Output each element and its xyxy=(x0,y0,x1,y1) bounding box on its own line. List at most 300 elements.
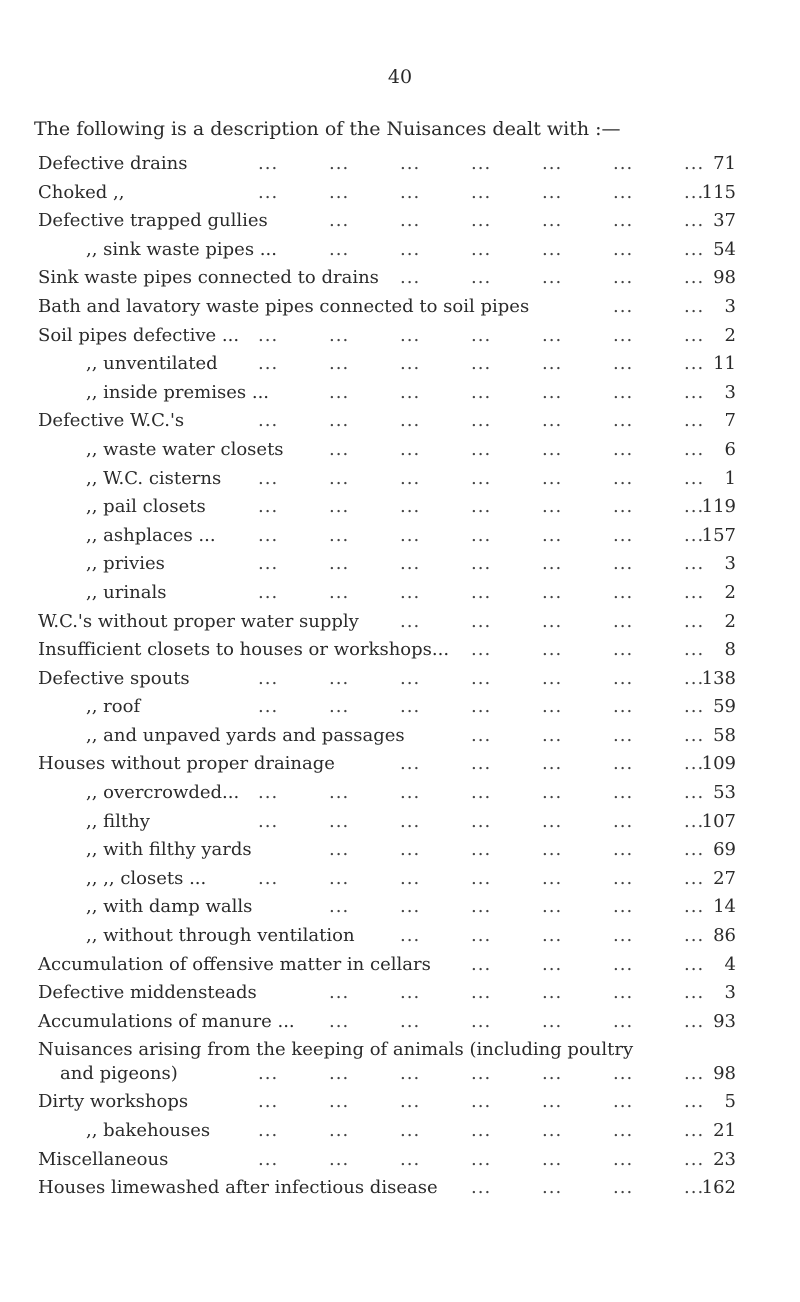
row-label: Insufficient closets to houses or workshops... xyxy=(38,639,450,661)
dot-leader: ... xyxy=(613,438,634,460)
dot-leader: ... xyxy=(684,982,705,1004)
dot-leader: ... xyxy=(542,610,563,632)
dot-leader: ... xyxy=(613,524,634,546)
dot-leader: ... xyxy=(684,1063,705,1085)
row-count: 1 xyxy=(724,467,736,489)
dot-leader: ... xyxy=(542,238,563,260)
dot-leader: ... xyxy=(258,553,279,575)
dot-leader: ... xyxy=(684,267,705,289)
dot-leader: ... xyxy=(613,210,634,232)
dot-leader: ... xyxy=(684,438,705,460)
row-count: 27 xyxy=(713,867,736,889)
dot-leader: ... xyxy=(471,753,492,775)
dot-leader: ... xyxy=(684,1177,705,1199)
dot-leader: ... xyxy=(258,153,279,174)
row-count: 2 xyxy=(724,581,736,603)
dot-leader: ... xyxy=(613,324,634,346)
dot-leader: ... xyxy=(613,1091,634,1113)
dot-leader: ... xyxy=(542,867,563,889)
row-count: 69 xyxy=(713,839,736,861)
table-row xyxy=(0,722,800,751)
row-label: ,, bakehouses xyxy=(86,1120,211,1141)
table-row xyxy=(0,407,800,436)
dot-leader: ... xyxy=(400,810,421,832)
table-row xyxy=(0,465,800,494)
dot-leader: ... xyxy=(542,1091,563,1113)
row-label: ,, inside premises ... xyxy=(86,381,270,403)
dot-leader: ... xyxy=(613,696,634,718)
table-row xyxy=(0,379,800,408)
dot-leader: ... xyxy=(400,353,421,375)
dot-leader: ... xyxy=(684,839,705,861)
table-row xyxy=(0,750,800,779)
dot-leader: ... xyxy=(542,553,563,575)
row-label: ,, roof xyxy=(86,696,141,718)
dot-leader: ... xyxy=(471,1120,492,1141)
row-count: 98 xyxy=(713,1063,736,1085)
dot-leader: ... xyxy=(329,438,350,460)
row-label: Defective W.C.'s xyxy=(38,410,185,432)
dot-leader: ... xyxy=(471,1010,492,1032)
dot-leader: ... xyxy=(542,1010,563,1032)
dot-leader: ... xyxy=(329,867,350,889)
dot-leader: ... xyxy=(400,896,421,918)
dot-leader: ... xyxy=(400,496,421,518)
dot-leader: ... xyxy=(684,153,705,174)
dot-leader: ... xyxy=(684,210,705,232)
dot-leader: ... xyxy=(613,553,634,575)
dot-leader: ... xyxy=(400,925,421,947)
dot-leader: ... xyxy=(684,782,705,804)
dot-leader: ... xyxy=(471,496,492,518)
dot-leader: ... xyxy=(684,181,705,203)
row-count: 5 xyxy=(724,1091,736,1113)
table-row xyxy=(0,608,800,637)
row-count: 93 xyxy=(713,1010,736,1032)
dot-leader: ... xyxy=(400,1091,421,1113)
row-label: ,, ashplaces ... xyxy=(86,524,216,546)
dot-leader: ... xyxy=(471,724,492,746)
dot-leader: ... xyxy=(471,181,492,203)
dot-leader: ... xyxy=(471,925,492,947)
dot-leader: ... xyxy=(329,353,350,375)
table-row xyxy=(0,665,800,694)
dot-leader: ... xyxy=(258,1148,279,1170)
dot-leader: ... xyxy=(471,982,492,1004)
dot-leader: ... xyxy=(684,896,705,918)
row-label: Defective trapped gullies xyxy=(38,210,268,232)
dot-leader: ... xyxy=(471,810,492,832)
dot-leader: ... xyxy=(684,410,705,432)
dot-leader: ... xyxy=(471,1177,492,1199)
dot-leader: ... xyxy=(684,581,705,603)
dot-leader: ... xyxy=(471,667,492,689)
dot-leader: ... xyxy=(471,839,492,861)
dot-leader: ... xyxy=(613,267,634,289)
table-row xyxy=(0,150,800,179)
dot-leader: ... xyxy=(542,1148,563,1170)
table-row xyxy=(0,236,800,265)
dot-leader: ... xyxy=(684,467,705,489)
table-row xyxy=(0,350,800,379)
row-label: Dirty workshops xyxy=(38,1091,189,1113)
table-row xyxy=(0,1117,800,1146)
dot-leader: ... xyxy=(329,1120,350,1141)
dot-leader: ... xyxy=(684,381,705,403)
dot-leader: ... xyxy=(613,1063,634,1085)
dot-leader: ... xyxy=(400,210,421,232)
dot-leader: ... xyxy=(471,238,492,260)
dot-leader: ... xyxy=(613,381,634,403)
dot-leader: ... xyxy=(542,724,563,746)
dot-leader: ... xyxy=(542,896,563,918)
row-label: Defective drains xyxy=(38,153,188,174)
dot-leader: ... xyxy=(684,1148,705,1170)
row-label: ,, waste water closets xyxy=(86,438,284,460)
dot-leader: ... xyxy=(613,467,634,489)
dot-leader: ... xyxy=(329,782,350,804)
row-count: 162 xyxy=(701,1177,736,1199)
dot-leader: ... xyxy=(613,496,634,518)
dot-leader: ... xyxy=(613,153,634,174)
dot-leader: ... xyxy=(684,810,705,832)
dot-leader: ... xyxy=(400,267,421,289)
dot-leader: ... xyxy=(471,410,492,432)
dot-leader: ... xyxy=(542,1177,563,1199)
row-label: Defective middensteads xyxy=(38,982,257,1004)
dot-leader: ... xyxy=(684,925,705,947)
table-row xyxy=(0,1146,800,1175)
dot-leader: ... xyxy=(613,1177,634,1199)
dot-leader: ... xyxy=(542,210,563,232)
dot-leader: ... xyxy=(684,639,705,661)
row-label: ,, and unpaved yards and passages xyxy=(86,724,405,746)
table-row xyxy=(0,493,800,522)
dot-leader: ... xyxy=(542,839,563,861)
dot-leader: ... xyxy=(329,1010,350,1032)
dot-leader: ... xyxy=(471,581,492,603)
dot-leader: ... xyxy=(613,667,634,689)
dot-leader: ... xyxy=(684,1120,705,1141)
dot-leader: ... xyxy=(684,353,705,375)
dot-leader: ... xyxy=(471,1063,492,1085)
row-count: 2 xyxy=(724,324,736,346)
row-label: ,, W.C. cisterns xyxy=(86,467,222,489)
dot-leader: ... xyxy=(258,867,279,889)
page-number: 40 xyxy=(387,66,413,88)
row-label: ,, with filthy yards xyxy=(86,839,252,861)
table-row xyxy=(0,808,800,837)
dot-leader: ... xyxy=(684,295,705,317)
row-count: 7 xyxy=(724,410,736,432)
dot-leader: ... xyxy=(258,696,279,718)
dot-leader: ... xyxy=(684,953,705,975)
dot-leader: ... xyxy=(400,524,421,546)
row-count: 3 xyxy=(724,553,736,575)
dot-leader: ... xyxy=(258,467,279,489)
dot-leader: ... xyxy=(542,524,563,546)
dot-leader: ... xyxy=(613,353,634,375)
table-row xyxy=(0,207,800,236)
dot-leader: ... xyxy=(684,238,705,260)
row-count: 138 xyxy=(701,667,736,689)
row-label: ,, with damp walls xyxy=(86,896,253,918)
row-label: Houses limewashed after infectious disease xyxy=(38,1177,438,1199)
dot-leader: ... xyxy=(471,1148,492,1170)
dot-leader: ... xyxy=(400,1148,421,1170)
row-count: 86 xyxy=(713,925,736,947)
dot-leader: ... xyxy=(258,324,279,346)
row-count: 3 xyxy=(724,381,736,403)
dot-leader: ... xyxy=(613,410,634,432)
dot-leader: ... xyxy=(329,581,350,603)
dot-leader: ... xyxy=(542,639,563,661)
dot-leader: ... xyxy=(542,753,563,775)
dot-leader: ... xyxy=(471,782,492,804)
row-count: 3 xyxy=(724,982,736,1004)
dot-leader: ... xyxy=(542,153,563,174)
dot-leader: ... xyxy=(329,496,350,518)
dot-leader: ... xyxy=(400,696,421,718)
dot-leader: ... xyxy=(471,210,492,232)
row-count: 21 xyxy=(713,1120,736,1141)
dot-leader: ... xyxy=(329,1148,350,1170)
dot-leader: ... xyxy=(258,1063,279,1085)
dot-leader: ... xyxy=(471,267,492,289)
dot-leader: ... xyxy=(329,381,350,403)
dot-leader: ... xyxy=(400,153,421,174)
row-label: W.C.'s without proper water supply xyxy=(38,610,359,632)
dot-leader: ... xyxy=(684,610,705,632)
dot-leader: ... xyxy=(613,896,634,918)
dot-leader: ... xyxy=(613,867,634,889)
dot-leader: ... xyxy=(329,553,350,575)
dot-leader: ... xyxy=(329,210,350,232)
dot-leader: ... xyxy=(400,782,421,804)
table-row xyxy=(0,1008,800,1037)
dot-leader: ... xyxy=(258,1120,279,1141)
row-label: Sink waste pipes connected to drains xyxy=(38,267,379,289)
table-row xyxy=(0,1036,800,1088)
row-count: 71 xyxy=(713,153,736,174)
dot-leader: ... xyxy=(613,753,634,775)
dot-leader: ... xyxy=(684,667,705,689)
dot-leader: ... xyxy=(471,353,492,375)
row-count: 23 xyxy=(713,1148,736,1170)
row-label: Nuisances arising from the keeping of animals (including poultry xyxy=(38,1039,634,1061)
dot-leader: ... xyxy=(542,496,563,518)
intro-text: The following is a description of the Nuisances dealt with :— xyxy=(34,118,621,140)
dot-leader: ... xyxy=(684,724,705,746)
dot-leader: ... xyxy=(329,410,350,432)
dot-leader: ... xyxy=(400,438,421,460)
row-count: 2 xyxy=(724,610,736,632)
row-count: 3 xyxy=(724,295,736,317)
dot-leader: ... xyxy=(258,782,279,804)
dot-leader: ... xyxy=(684,524,705,546)
dot-leader: ... xyxy=(258,181,279,203)
dot-leader: ... xyxy=(329,324,350,346)
dot-leader: ... xyxy=(471,524,492,546)
dot-leader: ... xyxy=(258,410,279,432)
dot-leader: ... xyxy=(542,324,563,346)
row-label: ,, pail closets xyxy=(86,496,206,518)
dot-leader: ... xyxy=(613,1010,634,1032)
table-row xyxy=(0,579,800,608)
row-count: 119 xyxy=(701,496,736,518)
table-row xyxy=(0,179,800,208)
dot-leader: ... xyxy=(400,667,421,689)
dot-leader: ... xyxy=(329,524,350,546)
row-label: Miscellaneous xyxy=(38,1148,169,1170)
dot-leader: ... xyxy=(613,953,634,975)
dot-leader: ... xyxy=(329,896,350,918)
row-label: Soil pipes defective ... xyxy=(38,324,240,346)
dot-leader: ... xyxy=(258,581,279,603)
dot-leader: ... xyxy=(684,324,705,346)
dot-leader: ... xyxy=(542,982,563,1004)
dot-leader: ... xyxy=(329,1091,350,1113)
dot-leader: ... xyxy=(613,581,634,603)
dot-leader: ... xyxy=(400,181,421,203)
dot-leader: ... xyxy=(613,1120,634,1141)
table-row xyxy=(0,836,800,865)
row-count: 14 xyxy=(713,896,736,918)
row-count: 6 xyxy=(724,438,736,460)
row-count: 11 xyxy=(713,353,736,375)
dot-leader: ... xyxy=(542,438,563,460)
dot-leader: ... xyxy=(400,867,421,889)
dot-leader: ... xyxy=(400,467,421,489)
dot-leader: ... xyxy=(613,181,634,203)
row-count: 109 xyxy=(701,753,736,775)
table-row xyxy=(0,293,800,322)
dot-leader: ... xyxy=(542,1063,563,1085)
dot-leader: ... xyxy=(542,925,563,947)
dot-leader: ... xyxy=(471,953,492,975)
dot-leader: ... xyxy=(400,238,421,260)
dot-leader: ... xyxy=(329,810,350,832)
dot-leader: ... xyxy=(684,496,705,518)
dot-leader: ... xyxy=(542,381,563,403)
dot-leader: ... xyxy=(329,839,350,861)
row-count: 37 xyxy=(713,210,736,232)
table-row xyxy=(0,436,800,465)
dot-leader: ... xyxy=(542,267,563,289)
dot-leader: ... xyxy=(400,410,421,432)
row-count: 53 xyxy=(713,782,736,804)
dot-leader: ... xyxy=(684,1091,705,1113)
dot-leader: ... xyxy=(400,553,421,575)
dot-leader: ... xyxy=(258,353,279,375)
dot-leader: ... xyxy=(684,867,705,889)
row-count: 107 xyxy=(701,810,736,832)
row-label-continued: and pigeons) xyxy=(60,1063,178,1085)
dot-leader: ... xyxy=(613,1148,634,1170)
dot-leader: ... xyxy=(684,753,705,775)
dot-leader: ... xyxy=(471,867,492,889)
row-label: Accumulation of offensive matter in cellars xyxy=(38,953,431,975)
table-row xyxy=(0,1174,800,1203)
dot-leader: ... xyxy=(329,1063,350,1085)
dot-leader: ... xyxy=(329,982,350,1004)
dot-leader: ... xyxy=(613,925,634,947)
dot-leader: ... xyxy=(542,181,563,203)
dot-leader: ... xyxy=(400,610,421,632)
dot-leader: ... xyxy=(329,181,350,203)
row-count: 54 xyxy=(713,238,736,260)
dot-leader: ... xyxy=(684,1010,705,1032)
dot-leader: ... xyxy=(329,238,350,260)
dot-leader: ... xyxy=(613,982,634,1004)
dot-leader: ... xyxy=(613,639,634,661)
row-label: Bath and lavatory waste pipes connected to soil pipes xyxy=(38,295,530,317)
table-row xyxy=(0,693,800,722)
row-label: ,, privies xyxy=(86,553,165,575)
dot-leader: ... xyxy=(329,153,350,174)
table-row xyxy=(0,979,800,1008)
dot-leader: ... xyxy=(542,782,563,804)
dot-leader: ... xyxy=(471,324,492,346)
dot-leader: ... xyxy=(542,581,563,603)
row-count: 4 xyxy=(724,953,736,975)
dot-leader: ... xyxy=(684,553,705,575)
dot-leader: ... xyxy=(542,696,563,718)
table-row xyxy=(0,636,800,665)
dot-leader: ... xyxy=(400,839,421,861)
table-row xyxy=(0,550,800,579)
dot-leader: ... xyxy=(542,467,563,489)
dot-leader: ... xyxy=(471,467,492,489)
row-label: Accumulations of manure ... xyxy=(38,1010,295,1032)
row-label: ,, filthy xyxy=(86,810,150,832)
row-count: 58 xyxy=(713,724,736,746)
dot-leader: ... xyxy=(613,782,634,804)
row-count: 98 xyxy=(713,267,736,289)
dot-leader: ... xyxy=(542,810,563,832)
dot-leader: ... xyxy=(471,696,492,718)
dot-leader: ... xyxy=(258,667,279,689)
row-count: 59 xyxy=(713,696,736,718)
table-row xyxy=(0,322,800,351)
dot-leader: ... xyxy=(471,896,492,918)
dot-leader: ... xyxy=(400,381,421,403)
row-count: 157 xyxy=(701,524,736,546)
row-count: 8 xyxy=(724,639,736,661)
table-row xyxy=(0,893,800,922)
dot-leader: ... xyxy=(400,982,421,1004)
dot-leader: ... xyxy=(613,724,634,746)
row-label: Defective spouts xyxy=(38,667,190,689)
dot-leader: ... xyxy=(613,295,634,317)
nuisance-list xyxy=(0,150,800,1203)
row-label: ,, sink waste pipes ... xyxy=(86,238,277,260)
dot-leader: ... xyxy=(471,610,492,632)
table-row xyxy=(0,922,800,951)
dot-leader: ... xyxy=(400,753,421,775)
dot-leader: ... xyxy=(258,524,279,546)
dot-leader: ... xyxy=(613,238,634,260)
dot-leader: ... xyxy=(613,610,634,632)
dot-leader: ... xyxy=(329,667,350,689)
table-row xyxy=(0,1088,800,1117)
dot-leader: ... xyxy=(471,553,492,575)
dot-leader: ... xyxy=(542,410,563,432)
row-label: ,, urinals xyxy=(86,581,167,603)
dot-leader: ... xyxy=(542,353,563,375)
row-label: Houses without proper drainage xyxy=(38,753,335,775)
table-row xyxy=(0,522,800,551)
